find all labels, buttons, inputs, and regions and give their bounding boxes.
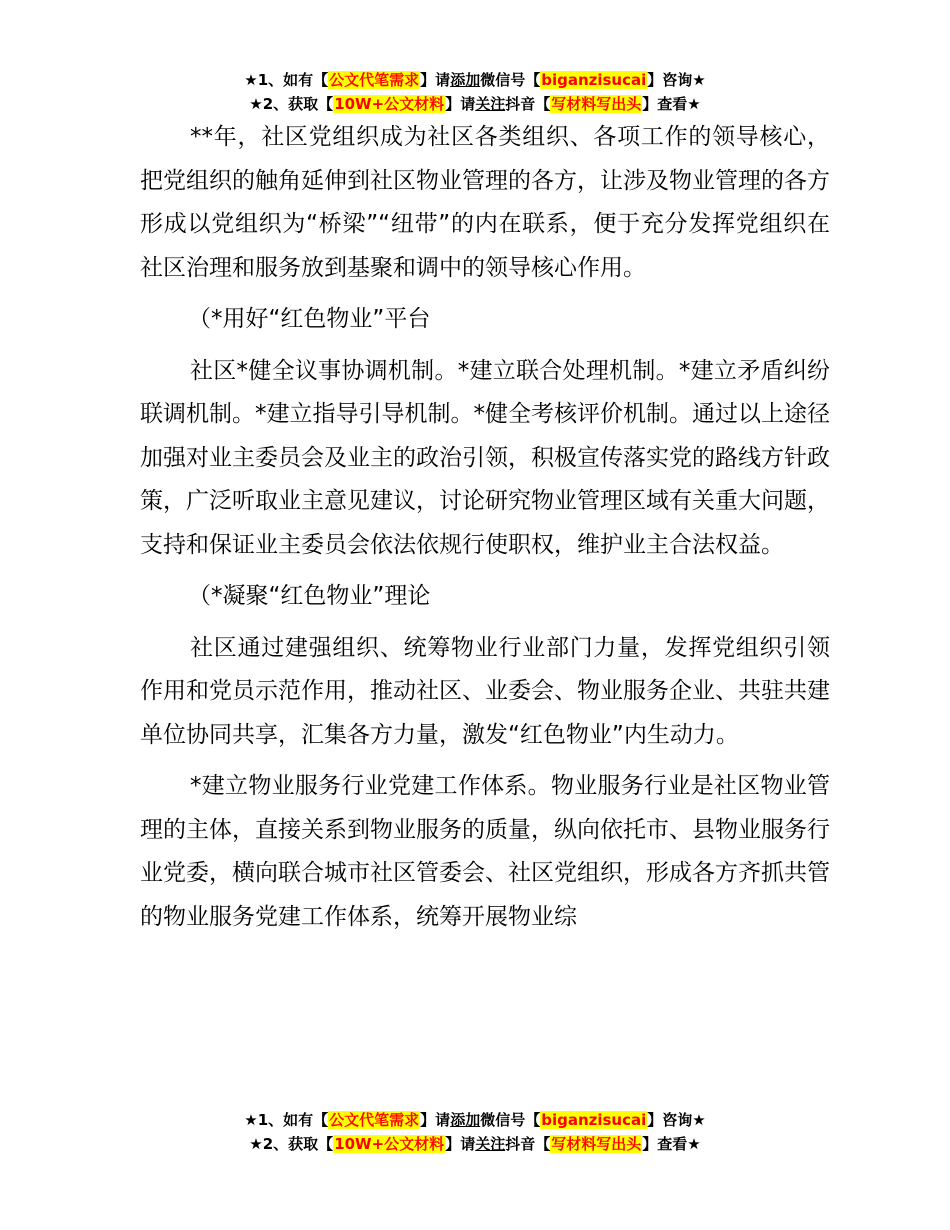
banner-line-2 [0, 92, 950, 116]
star-icon: ★ [249, 1135, 263, 1153]
banner-line-1 [0, 68, 950, 92]
highlight-douyin-account: 写材料写出头 [551, 1135, 642, 1153]
star-icon: ★ [244, 1111, 258, 1129]
underlined-text: 关注 [475, 95, 506, 113]
paragraph-3: 社区通过建强组织、统筹物业行业部门力量，发挥党组织引领作用和党员示范作用，推动社区、业委会、物业服务企业、共驻共建单位协同共享，汇集各方力量，激发“红色物业”内生动力。 [140, 634, 830, 748]
banner-line-2 [0, 1132, 950, 1156]
star-icon: ★ [244, 71, 258, 89]
underlined-text: 添加 [450, 1111, 481, 1129]
header-banner [0, 68, 950, 116]
highlight-service: 公文代笔需求 [329, 1111, 420, 1129]
banner-text: 微信号【 [480, 71, 541, 89]
banner-text: 】咨询★ [647, 71, 706, 89]
section-heading-2: （*凝聚“红色物业”理论 [188, 583, 431, 609]
paragraph-2: 社区*健全议事协调机制。*建立联合处理机制。*建立矛盾纠纷联调机制。*建立指导引导机制。*健全考核评价机制。通过以上途径加强对业主委员会及业主的政治引领，积极宣传落实党的路线方针政策，广泛听取业主意见建议，讨论研究物业管理区域有关重大问题，支持和保证业主委员会依法依规行使职权，维护业主合法权益。 [140, 357, 830, 558]
banner-text: 2、获取【 [262, 95, 334, 113]
banner-text: 1、如有【 [257, 1111, 329, 1129]
section-heading-1: （*用好“红色物业”平台 [188, 306, 431, 332]
footer-banner [0, 1108, 950, 1156]
document-body [140, 116, 830, 947]
highlight-service: 公文代笔需求 [329, 71, 420, 89]
banner-text: 抖音【 [505, 1135, 551, 1153]
banner-text: 抖音【 [505, 95, 551, 113]
banner-text: 1、如有【 [257, 71, 329, 89]
underlined-text: 关注 [475, 1135, 506, 1153]
highlight-wechat-id: biganzisucai [541, 71, 647, 89]
banner-text: 】查看★ [642, 1135, 701, 1153]
banner-text: 】请 [445, 95, 476, 113]
banner-line-1 [0, 1108, 950, 1132]
highlight-materials: 10W+公文材料 [334, 1135, 445, 1153]
star-icon: ★ [249, 95, 263, 113]
banner-text: 微信号【 [480, 1111, 541, 1129]
highlight-douyin-account: 写材料写出头 [551, 95, 642, 113]
highlight-materials: 10W+公文材料 [334, 95, 445, 113]
highlight-wechat-id: biganzisucai [541, 1111, 647, 1129]
underlined-text: 添加 [450, 71, 481, 89]
banner-text: 】请 [420, 71, 451, 89]
paragraph-4: *建立物业服务行业党建工作体系。物业服务行业是社区物业管理的主体，直接关系到物业服务的质量，纵向依托市、县物业服务行业党委，横向联合城市社区管委会、社区党组织，形成各方齐抓共管的物业服务党建工作体系，统筹开展物业综 [140, 773, 830, 930]
banner-text: 2、获取【 [262, 1135, 334, 1153]
banner-text: 】查看★ [642, 95, 701, 113]
banner-text: 】请 [420, 1111, 451, 1129]
banner-text: 】请 [445, 1135, 476, 1153]
banner-text: 】咨询★ [647, 1111, 706, 1129]
paragraph-1: **年，社区党组织成为社区各类组织、各项工作的领导核心，把党组织的触角延伸到社区物业管理的各方，让涉及物业管理的各方形成以党组织为“桥梁”“纽带”的内在联系，便于充分发挥党组织在社区治理和服务放到基聚和调中的领导核心作用。 [140, 124, 830, 281]
